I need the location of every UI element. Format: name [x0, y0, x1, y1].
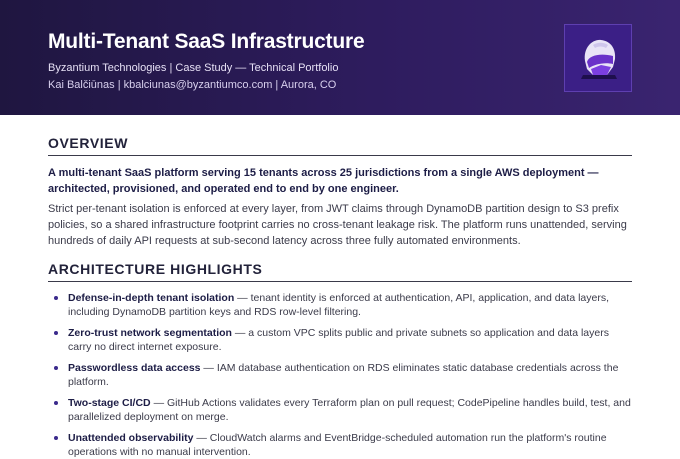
- highlight-term: Two-stage CI/CD: [68, 397, 151, 409]
- highlight-term: Defense-in-depth tenant isolation: [68, 292, 235, 304]
- highlight-text: — a custom VPC splits public and private subnets so application and data layers carry no direct internet exposure.: [68, 327, 609, 353]
- helmet-logo-graphic: [571, 31, 625, 85]
- list-item: [54, 396, 632, 424]
- company-subtitle: Byzantium Technologies | Case Study — Technical Portfolio: [48, 62, 339, 74]
- list-item: [54, 291, 632, 319]
- author-contact: Kai Balčiūnas | kbalciunas@byzantiumco.com | Aurora, CO: [48, 79, 337, 91]
- list-item: [54, 326, 632, 354]
- bullet-icon: [54, 436, 58, 440]
- list-item: [54, 431, 632, 459]
- highlight-text: — IAM database authentication on RDS eliminates static database credentials across the platform.: [68, 362, 619, 388]
- highlight-text: — CloudWatch alarms and EventBridge-scheduled automation run the platform's routine operations with no manual intervention.: [68, 432, 607, 458]
- overview-heading: OVERVIEW: [48, 135, 632, 156]
- bullet-icon: [54, 366, 58, 370]
- bullet-icon: [54, 401, 58, 405]
- bullet-icon: [54, 296, 58, 300]
- header-banner: [0, 0, 680, 115]
- highlights-heading: ARCHITECTURE HIGHLIGHTS: [48, 261, 632, 282]
- list-item: [54, 361, 632, 389]
- highlight-term: Passwordless data access: [68, 362, 201, 374]
- highlight-text: — tenant identity is enforced at authentication, API, application, and data layers, including DynamoDB partition keys and RDS row-level filtering.: [68, 292, 609, 318]
- highlight-text: — GitHub Actions validates every Terraform plan on pull request; CodePipeline handles build, test, and parallelized deployment on merge.: [68, 397, 631, 423]
- highlight-term: Unattended observability: [68, 432, 194, 444]
- overview-body: Strict per-tenant isolation is enforced at every layer, from JWT claims through DynamoDB partition design to S3 prefix policies, so a shared infrastructure footprint carries no cross-tenant leakage risk. The platform runs unattended, serving hundreds of daily API requests at sub-second latency across three fully automated environments.: [48, 203, 627, 247]
- bullet-icon: [54, 331, 58, 335]
- highlights-list: [48, 291, 632, 459]
- helmet-logo-icon: [564, 24, 632, 92]
- page-title: Multi-Tenant SaaS Infrastructure: [48, 30, 365, 53]
- overview-lead: A multi-tenant SaaS platform serving 15 tenants across 25 jurisdictions from a single AWS deployment — architected, provisioned, and operated end to end by one engineer.: [48, 167, 599, 195]
- highlight-term: Zero-trust network segmentation: [68, 327, 232, 339]
